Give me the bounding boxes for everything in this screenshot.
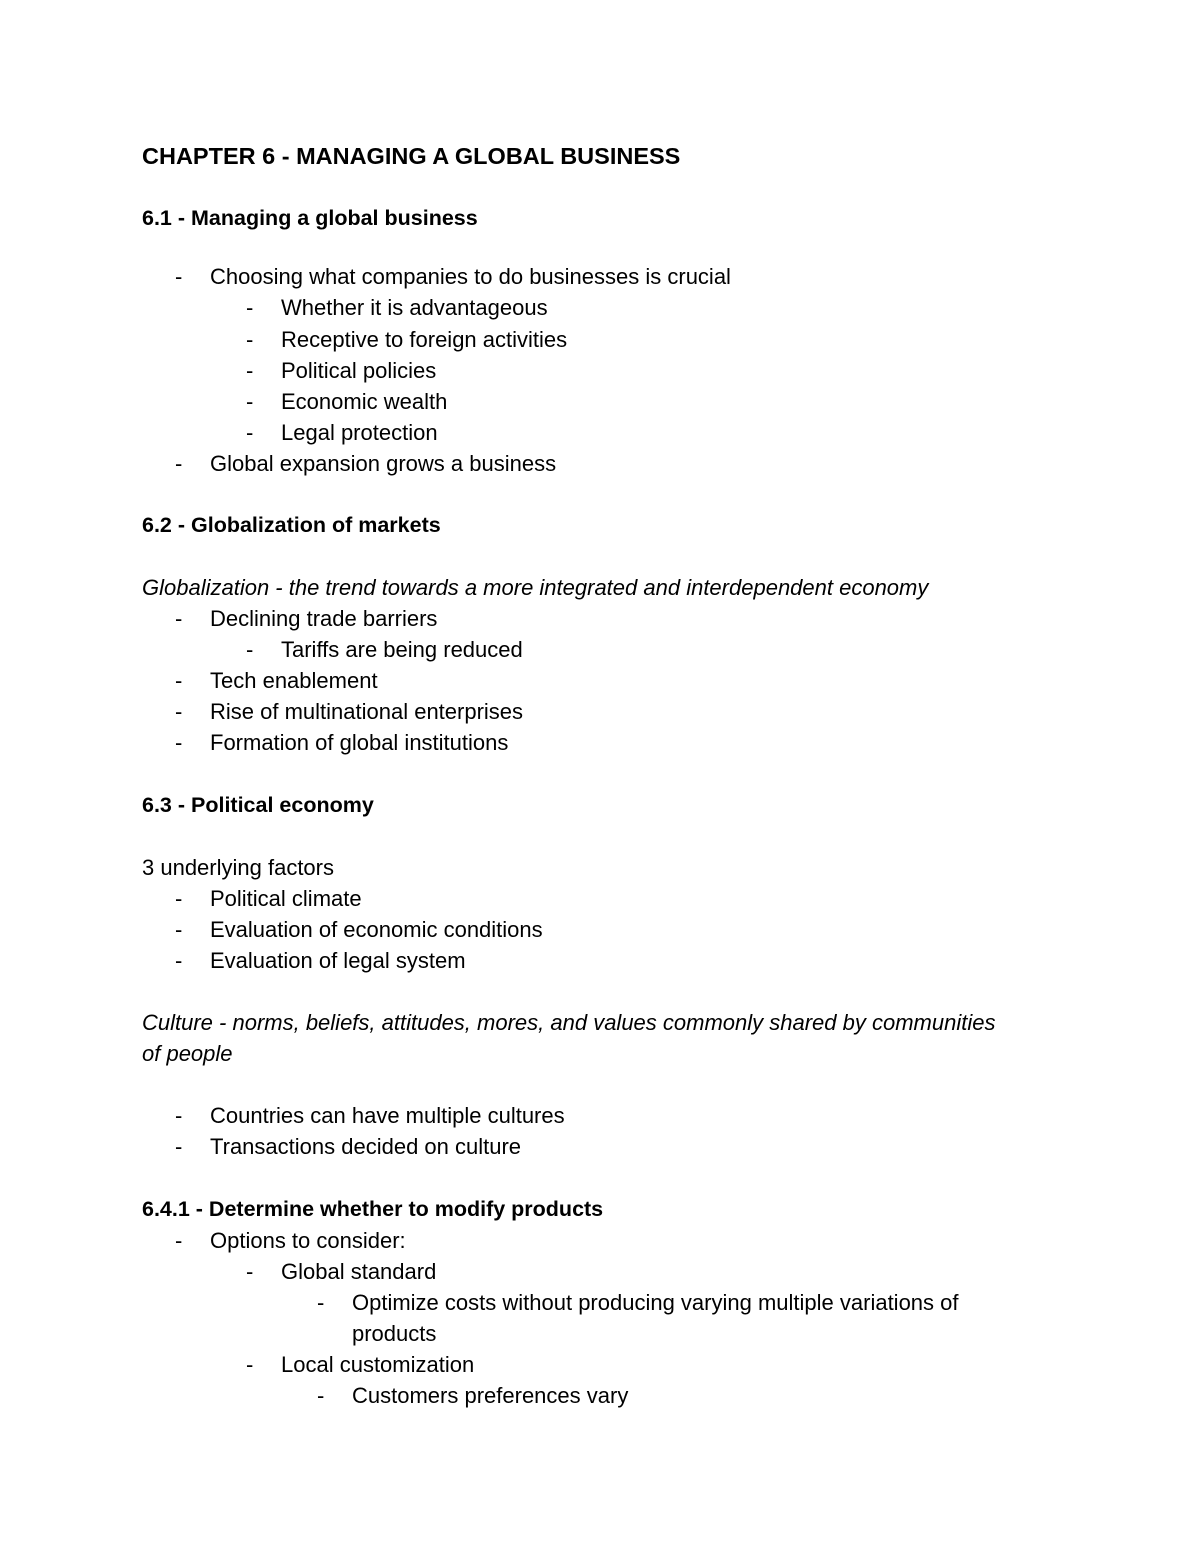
list-item-text: Declining trade barriers	[210, 606, 438, 631]
list-item-text: Choosing what companies to do businesses is crucial	[210, 264, 731, 289]
section-heading-6-4-1: 6.4.1 - Determine whether to modify products	[142, 1197, 604, 1221]
bullet-dash: -	[175, 451, 183, 476]
bullet-dash: -	[246, 637, 254, 662]
list-item-text: products	[352, 1321, 437, 1346]
list-item-text: Economic wealth	[281, 389, 448, 414]
list-item-text: Optimize costs without producing varying multiple variations of	[352, 1290, 959, 1315]
list-item-text: Whether it is advantageous	[281, 295, 548, 320]
list-item-text: Formation of global institutions	[210, 730, 509, 755]
bullet-dash: -	[246, 420, 254, 445]
section-heading-6-1: 6.1 - Managing a global business	[142, 206, 478, 230]
bullet-dash: -	[175, 730, 183, 755]
bullet-dash: -	[175, 886, 183, 911]
definition-globalization: Globalization - the trend towards a more integrated and interdependent economy	[142, 575, 929, 600]
bullet-dash: -	[175, 948, 183, 973]
bullet-dash: -	[246, 358, 254, 383]
bullet-dash: -	[246, 295, 254, 320]
list-item-text: Local customization	[281, 1352, 475, 1377]
list-item-text: Political climate	[210, 886, 362, 911]
section-heading-6-2: 6.2 - Globalization of markets	[142, 513, 441, 537]
list-item-text: Transactions decided on culture	[210, 1134, 522, 1159]
bullet-dash: -	[246, 1259, 254, 1284]
bullet-dash: -	[246, 327, 254, 352]
list-item-text: Rise of multinational enterprises	[210, 699, 524, 724]
list-item-text: Options to consider:	[210, 1228, 406, 1253]
bullet-dash: -	[175, 606, 183, 631]
section-heading-6-3: 6.3 - Political economy	[142, 793, 374, 817]
list-item-text: Tariffs are being reduced	[281, 637, 523, 662]
list-item-text: Political policies	[281, 358, 437, 383]
definition-culture-line-1: Culture - norms, beliefs, attitudes, mores, and values commonly shared by communities	[142, 1010, 996, 1035]
bullet-dash: -	[175, 1134, 183, 1159]
list-item-text: Global standard	[281, 1259, 437, 1284]
chapter-title: CHAPTER 6 - MANAGING A GLOBAL BUSINESS	[142, 143, 681, 169]
list-item-text: Customers preferences vary	[352, 1383, 629, 1408]
bullet-dash: -	[175, 264, 183, 289]
bullet-dash: -	[246, 389, 254, 414]
bullet-dash: -	[175, 1228, 183, 1253]
bullet-dash: -	[175, 699, 183, 724]
list-item-text: Evaluation of economic conditions	[210, 917, 543, 942]
bullet-dash: -	[175, 917, 183, 942]
list-item-text: Tech enablement	[210, 668, 378, 693]
list-item-text: Evaluation of legal system	[210, 948, 466, 973]
list-item-text: Countries can have multiple cultures	[210, 1103, 565, 1128]
factors-intro: 3 underlying factors	[142, 855, 334, 880]
definition-culture-line-2: of people	[142, 1041, 233, 1066]
list-item-text: Receptive to foreign activities	[281, 327, 568, 352]
bullet-dash: -	[317, 1383, 325, 1408]
bullet-dash: -	[246, 1352, 254, 1377]
list-item-text: Legal protection	[281, 420, 438, 445]
bullet-dash: -	[175, 1103, 183, 1128]
bullet-dash: -	[175, 668, 183, 693]
list-item-text: Global expansion grows a business	[210, 451, 557, 476]
bullet-dash: -	[317, 1290, 325, 1315]
